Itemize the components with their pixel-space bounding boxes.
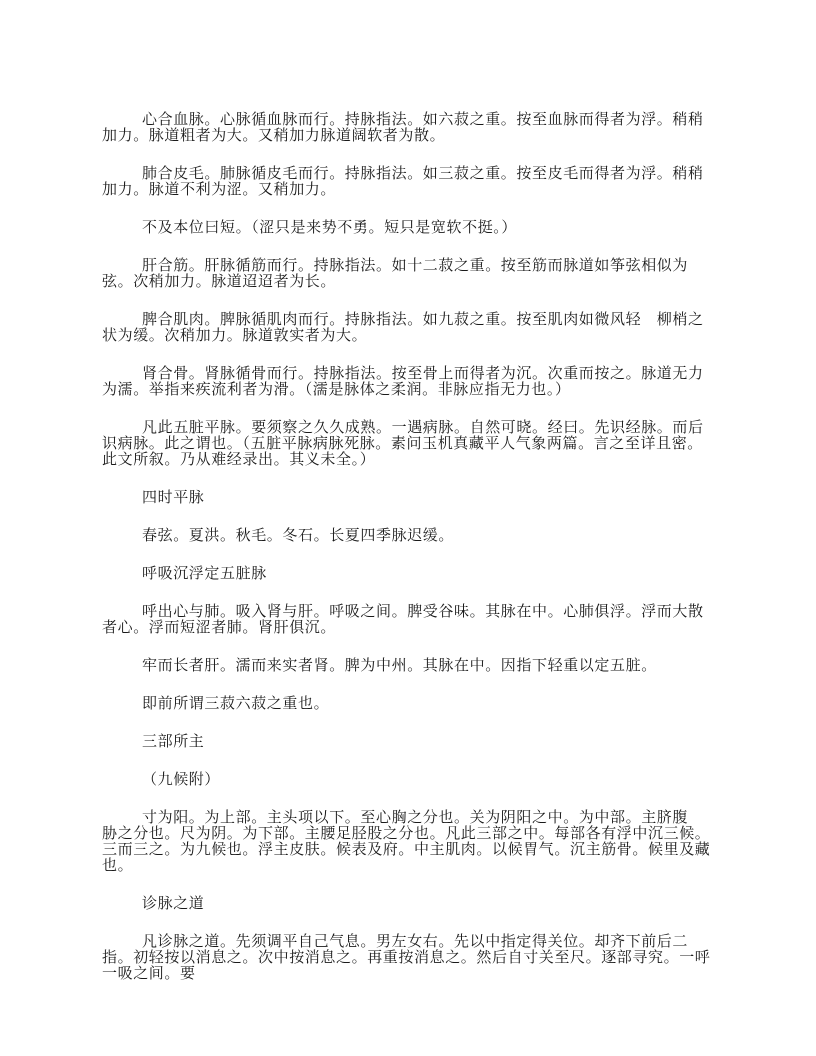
paragraph: 春弦。夏洪。秋毛。冬石。长夏四季脉迟缓。 [142, 528, 455, 544]
paragraph: 脾合肌肉。脾脉循肌肉而行。持脉指法。如九菽之重。按至肌肉如微风轻 柳梢之状为缓。次稍加力。脉道敦实者为大。 [102, 312, 704, 344]
paragraph: 即前所谓三菽六菽之重也。 [142, 696, 330, 712]
section-heading: 诊脉之道 [142, 896, 205, 912]
paragraph: 不及本位曰短。（涩只是来势不勇。短只是宽软不挺。） [142, 220, 518, 236]
paragraph: 肺合皮毛。肺脉循皮毛而行。持脉指法。如三菽之重。按至皮毛而得者为浮。稍稍加力。脉道不利为涩。又稍加力。 [102, 166, 704, 198]
paragraph: （九候附） [142, 772, 221, 788]
paragraph: 寸为阳。为上部。主头项以下。至心胸之分也。关为阴阳之中。为中部。主脐腹 胁之分也。尺为阴。为下部。主腰足胫股之分也。凡此三部之中。每部各有浮中沉三候。三而三之。为九候也。浮主皮肤。候表及府。中主肌肉。以候胃气。沉主筋骨。候里及藏也。 [102, 810, 711, 874]
paragraph: 肝合筋。肝脉循筋而行。持脉指法。如十二菽之重。按至筋而脉道如筝弦相似为弦。次稍加力。脉道迢迢者为长。 [102, 258, 689, 290]
section-heading: 四时平脉 [142, 490, 205, 506]
section-heading: 三部所主 [142, 734, 205, 750]
paragraph: 肾合骨。肾脉循骨而行。持脉指法。按至骨上而得者为沉。次重而按之。脉道无力为濡。举指来疾流利者为滑。（濡是脉体之柔润。非脉应指无力也。） [102, 366, 704, 398]
paragraph: 凡此五脏平脉。要须察之久久成熟。一遇病脉。自然可晓。经曰。先识经脉。而后识病脉。此之谓也。（五脏平脉病脉死脉。素问玉机真藏平人气象两篇。言之至详且密。此文所叙。乃从难经录出。其义未全。） [102, 420, 704, 468]
paragraph: 凡诊脉之道。先须调平自己气息。男左女右。先以中指定得关位。却齐下前后二指。初轻按以消息之。次中按消息之。再重按消息之。然后自寸关至尺。逐部寻究。一呼一吸之间。要 [102, 934, 711, 982]
paragraph: 牢而长者肝。濡而来实者肾。脾为中州。其脉在中。因指下轻重以定五脏。 [142, 658, 657, 674]
paragraph: 呼出心与肺。吸入肾与肝。呼吸之间。脾受谷味。其脉在中。心肺俱浮。浮而大散者心。浮而短涩者肺。肾肝俱沉。 [102, 604, 704, 636]
paragraph: 心合血脉。心脉循血脉而行。持脉指法。如六菽之重。按至血脉而得者为浮。稍稍加力。脉道粗者为大。又稍加力脉道阔软者为散。 [102, 112, 704, 144]
section-heading: 呼吸沉浮定五脏脉 [142, 566, 267, 582]
